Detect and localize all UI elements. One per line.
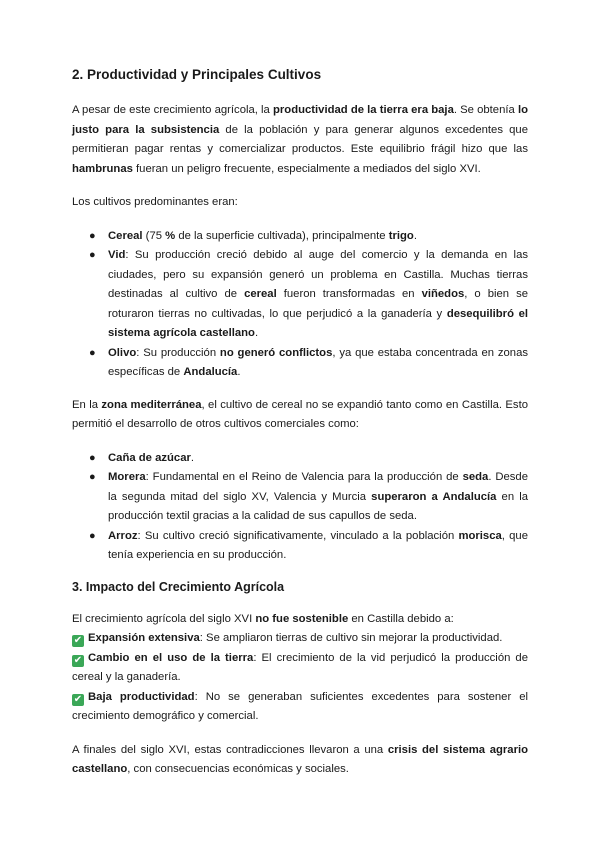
bold-run: lo justo para la subsistencia: [72, 104, 528, 136]
bold-run: productividad de la tierra era baja: [273, 104, 454, 116]
check-item-cambio: [72, 649, 528, 688]
bold-run: no generó conflictos: [219, 346, 333, 359]
text-run: : Su producción creció debido al auge del comercio y la demanda en las ciudades, pero su expansión generó un problema en Castilla. Muchas tierras destinadas al cultivo de: [108, 249, 528, 300]
bold-run: Cereal: [108, 229, 143, 242]
bold-run: superaron a Andalucía: [371, 490, 497, 503]
text-run: .: [254, 327, 259, 339]
check-mark-icon: ✔: [73, 635, 83, 646]
text-run: , con consecuencias económicas y sociales.: [127, 763, 349, 775]
bold-run: cereal: [244, 288, 277, 300]
bullet-icon: ●: [89, 471, 96, 483]
check-item-expansion: [72, 629, 528, 649]
list-item-vid: [72, 246, 528, 344]
bold-run: crisis del sistema agrario castellano: [72, 743, 529, 775]
text-run: A finales del siglo XVI, estas contradicciones llevaron a una: [72, 743, 388, 756]
bold-run: Cambio en el uso de la tierra: [88, 651, 254, 664]
list-item-olivo: [72, 344, 528, 383]
mediterranean-crops-list: [72, 449, 528, 566]
document-page: [72, 66, 528, 794]
section-2-paragraph-1: [72, 101, 528, 179]
bold-run: %: [165, 229, 176, 242]
text-run: : Su cultivo creció significativamente, vinculado a la población: [137, 529, 459, 542]
bold-run: Baja productividad: [88, 690, 195, 703]
bold-run: Arroz: [108, 529, 138, 542]
bold-run: morisca: [458, 529, 502, 542]
bold-run: desequilibró el sistema agrícola castellano: [108, 307, 528, 339]
text-run: .: [237, 366, 241, 378]
bold-run: zona mediterránea: [101, 398, 202, 411]
bold-run: Morera: [108, 471, 146, 483]
crops-list: [72, 227, 528, 383]
text-run: de la superficie cultivada), principalmente: [175, 229, 389, 242]
text-run: .: [413, 229, 417, 242]
section-3-heading: 3. Impacto del Crecimiento Agrícola: [72, 579, 285, 594]
text-run: : Su producción: [136, 346, 220, 359]
bold-run: seda: [462, 471, 489, 483]
bold-run: hambrunas: [72, 162, 133, 175]
text-run: . Desde la segunda mitad del siglo XV, Valencia y Murcia: [108, 471, 528, 503]
bold-run: no fue sostenible: [255, 612, 349, 625]
list-item-morera: [72, 468, 528, 527]
section-2-paragraph-3: [72, 396, 528, 435]
check-mark-icon: ✔: [73, 654, 83, 666]
list-item-arroz: [72, 527, 528, 566]
bold-run: Expansión extensiva: [88, 632, 200, 644]
section-3-intro: [72, 610, 528, 630]
bold-run: Caña de azúcar: [108, 451, 191, 464]
bold-run: Vid: [108, 249, 126, 261]
bullet-icon: ●: [89, 346, 96, 359]
check-item-baja: [72, 688, 528, 727]
text-run: , ya que estaba concentrada en zonas específicas de: [108, 346, 528, 378]
text-run: . Se obtenía: [453, 104, 518, 116]
text-run: en Castilla debido a:: [348, 612, 454, 625]
text-run: .: [190, 451, 195, 464]
bold-run: Andalucía: [183, 366, 238, 378]
bullet-icon: ●: [89, 529, 96, 542]
text-run: A pesar de este crecimiento agrícola, la: [72, 104, 273, 116]
check-mark-icon: ✔: [73, 693, 83, 705]
list-item-cana: [72, 449, 528, 469]
text-run: fueron transformadas en: [276, 288, 422, 300]
section-2-heading: 2. Productividad y Principales Cultivos: [72, 67, 322, 82]
bold-run: viñedos: [421, 288, 465, 300]
section-2-paragraph-2: Los cultivos predominantes eran:: [72, 196, 238, 208]
text-run: En la: [72, 398, 102, 411]
checks-block: [72, 610, 528, 727]
text-run: : El crecimiento de la vid perjudicó la producción de cereal y la ganadería.: [72, 651, 529, 683]
text-run: El crecimiento agrícola del siglo XVI: [72, 612, 256, 625]
section-3-conclusion: [72, 741, 528, 780]
text-run: , que tenía experiencia en su producción.: [108, 529, 528, 561]
bullet-icon: ●: [89, 249, 96, 261]
bold-run: trigo: [388, 229, 414, 242]
text-run: fueran un peligro frecuente, especialmente a mediados del siglo XVI.: [132, 162, 481, 175]
text-run: de la población y para generar algunos excedentes que permitieran pagar rentas y comercializar productos. Este equilibrio frágil hizo que las: [72, 123, 528, 155]
text-run: : No se generaban suficientes excedentes para sostener el crecimiento demográfico y comercial.: [72, 690, 528, 722]
text-run: , el cultivo de cereal no se expandió tanto como en Castilla. Esto permitió el desarrollo de otros cultivos comerciales como:: [72, 398, 529, 430]
text-run: : Fundamental en el Reino de Valencia para la producción de: [145, 471, 463, 483]
bullet-icon: ●: [89, 451, 96, 464]
bullet-icon: ●: [89, 229, 96, 242]
bold-run: Olivo: [108, 346, 137, 359]
text-run: , o bien se roturaron tierras no cultivadas, lo que perjudicó a la ganadería y: [108, 288, 529, 320]
text-run: (75: [142, 229, 166, 242]
text-run: : Se ampliaron tierras de cultivo sin mejorar la productividad.: [199, 632, 503, 644]
list-item-cereal: [72, 227, 528, 247]
text-run: en la producción textil gracias a la calidad de sus capullos de seda.: [108, 490, 529, 522]
